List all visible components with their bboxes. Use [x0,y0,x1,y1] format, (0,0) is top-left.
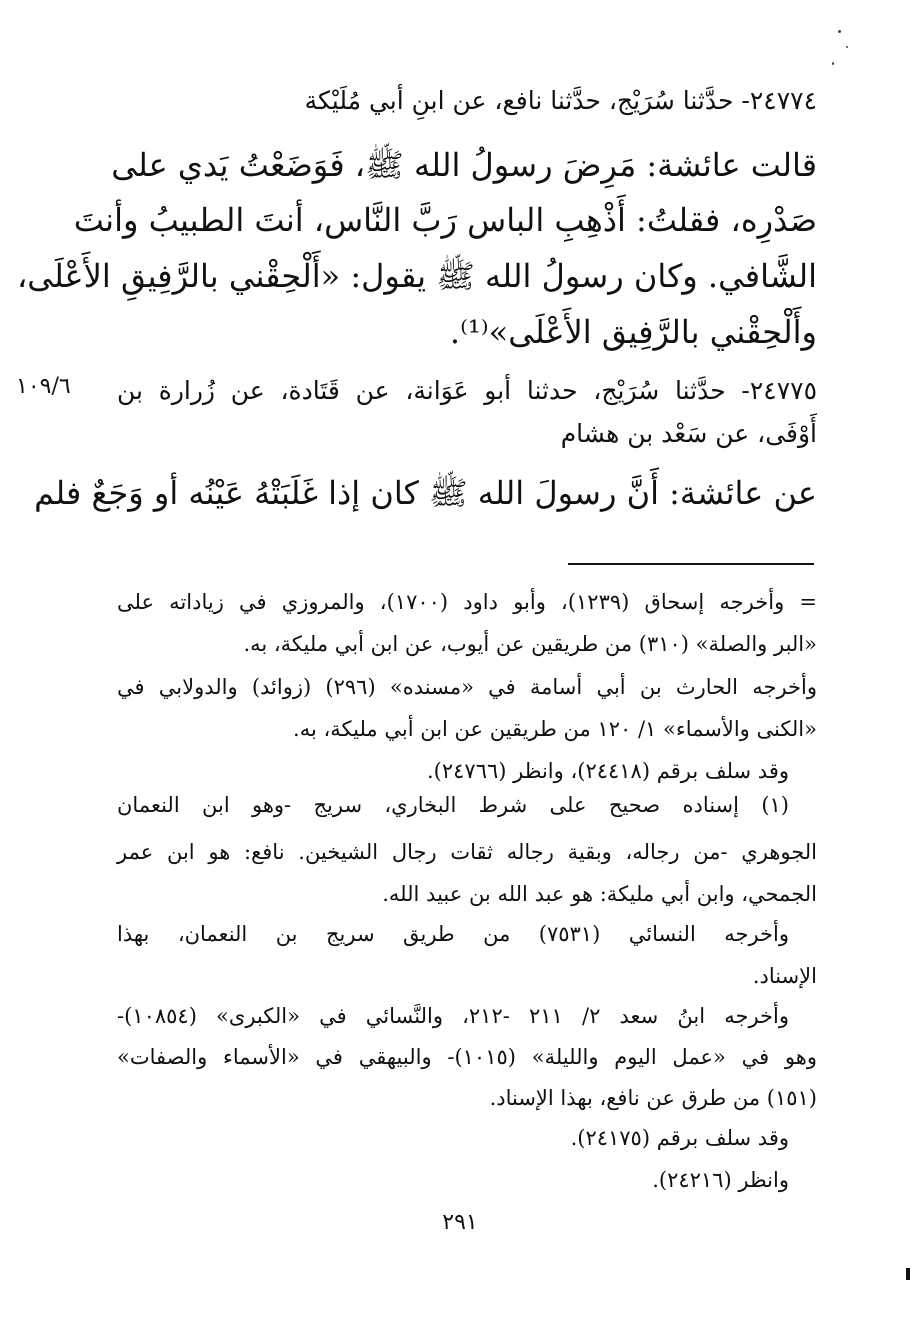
footnote-line: الجوهري -من رجاله، وبقية رجاله ثقات رجال الشيخين. نافع: هو ابن عمر [117,840,817,864]
margin-reference: ١٠٩/٦ [16,374,71,399]
footnote-line: وأخرجه ابنُ سعد ٢/ ٢١١ -٢١٢، والنَّسائي في «الكبرى» (١٠٨٥٤)- [117,1004,789,1028]
page-number: ٢٩١ [442,1210,478,1235]
hadith-24774-isnad: ٢٤٧٧٤- حدَّثنا سُرَيْج، حدَّثنا نافع، عن ابنِ أبي مُلَيْكة [304,86,817,115]
scan-edge-mark [906,1268,910,1280]
footnote-line: وقد سلف برقم (٢٤٤١٨)، وانظر (٢٤٧٦٦). [427,759,789,783]
scan-speck [846,46,848,48]
hadith-24774-matn-line-2: صَدْرِه، فقلتُ: أَذْهِبِ الباس رَبَّ النَّاس، أنتَ الطبيبُ وأنتَ [73,201,817,239]
footnote-line: «البر والصلة» (٣١٠) من طريقين عن أيوب، عن ابن أبي مليكة، به. [243,632,817,656]
hadith-24774-matn-line-1: قالت عائشة: مَرِضَ رسولُ الله ﷺ، فَوَضَعْتُ يَدي على [111,146,817,184]
footnote-line: وأخرجه النسائي (٧٥٣١) من طريق سريج بن النعمان، بهذا [117,922,789,946]
footnote-line: (١٥١) من طرق عن نافع، بهذا الإسناد. [489,1086,817,1110]
footnote-line: الإسناد. [752,964,817,988]
footnote-line: = وأخرجه إسحاق (١٢٣٩)، وأبو داود (١٧٠٠)، والمروزي في زياداته على [117,590,817,614]
scan-speck [832,62,834,65]
footnote-line: (١) إسناده صحيح على شرط البخاري، سريج -وهو ابن النعمان [117,793,789,817]
hadith-24774-matn-line-4: وأَلْحِقْني بالرَّفِيق الأَعْلَى»⁽¹⁾. [449,313,817,351]
hadith-24775-matn-line-1: عن عائشة: أَنَّ رسولَ الله ﷺ كان إذا غَلَبَتْهُ عَيْنُه أو وَجَعٌ فلم [34,474,817,512]
footnote-line: الجمحي، وابن أبي مليكة: هو عبد الله بن عبيد الله. [382,882,817,906]
footnote-separator [568,563,814,565]
footnote-line: وقد سلف برقم (٢٤١٧٥). [570,1126,789,1150]
hadith-24775-isnad-line-1: ٢٤٧٧٥- حدَّثنا سُرَيْج، حدثنا أبو عَوَانة، عن قَتَادة، عن زُرارة بن [117,376,817,405]
footnote-line: وأخرجه الحارث بن أبي أسامة في «مسنده» (٢٩٦) (زوائد) والدولابي في [117,675,817,699]
footnote-line: «الكنى والأسماء» ١/ ١٢٠ من طريقين عن ابن أبي مليكة، به. [293,717,817,741]
hadith-24774-matn-line-3: الشَّافي. وكان رسولُ الله ﷺ يقول: «أَلْحِقْني بالرَّفِيقِ الأَعْلَى، [16,257,817,295]
hadith-24775-isnad-line-2: أَوْفَى، عن سَعْد بن هشام [560,419,817,448]
scan-speck [838,30,841,33]
footnote-line: وانظر (٢٤٢١٦). [652,1168,789,1192]
footnote-line: وهو في «عمل اليوم والليلة» (١٠١٥)- والبيهقي في «الأسماء والصفات» [117,1045,817,1069]
